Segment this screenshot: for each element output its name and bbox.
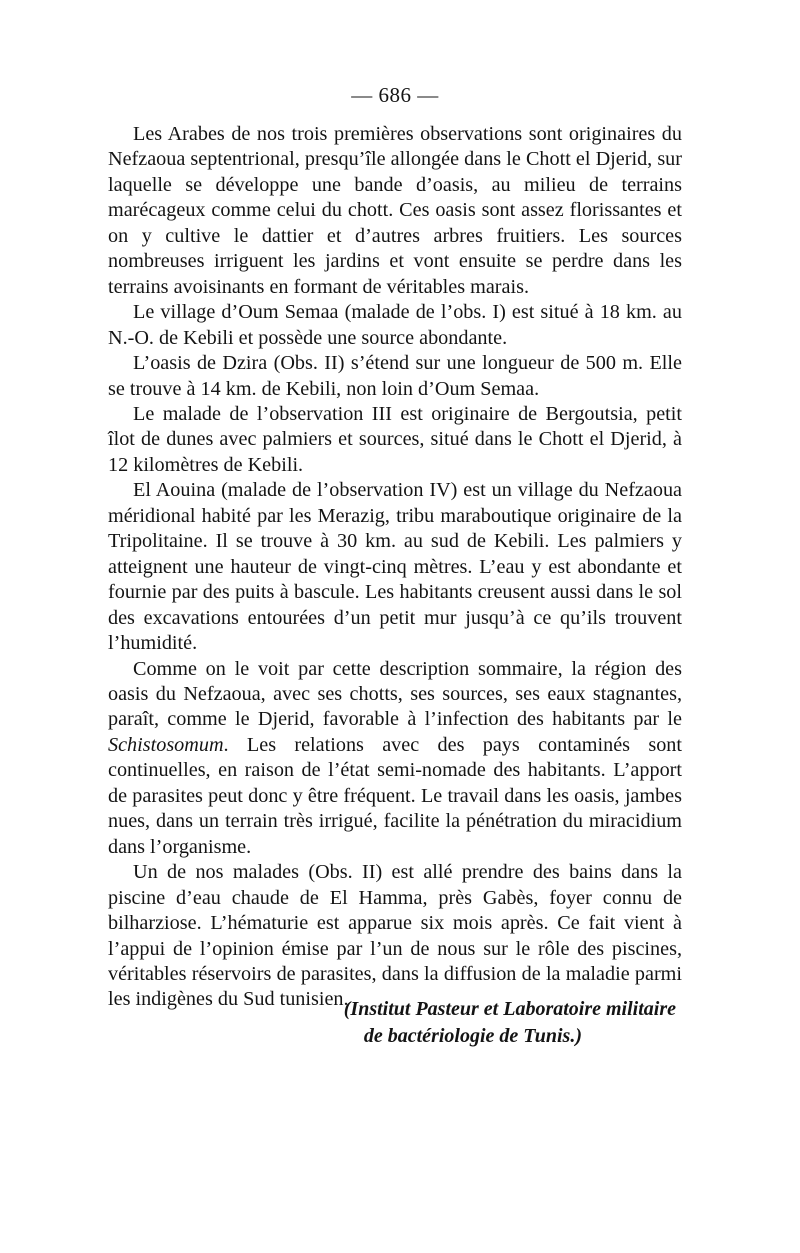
species-name-italic: Schistosomum — [108, 733, 224, 756]
paragraph-4-text: Le malade de l’observation III est originaire de Bergoutsia, petit îlot de dunes avec palmiers et sources, situé dans le Chott el Djerid, à 12 kilomètres de Kebili. — [108, 402, 682, 476]
paragraph-3-text: L’oasis de Dzira (Obs. II) s’étend sur une longueur de 500 m. Elle se trouve à 14 km. de Kebili, non loin d’Oum Semaa. — [108, 352, 682, 400]
signature-line-1: (Institut Pasteur et Laboratoire militaire — [343, 998, 676, 1020]
paragraph-1 — [108, 122, 682, 300]
paragraph-6-text-end: . Les relations avec des pays contaminés sont continuelles, en raison de l’état semi-nomade des habitants. L’apport de parasites peut donc y être fréquent. Le travail dans les oasis, jambes nues, dans un terrain très irrigué, facilite la pénétration du miracidium dans l’organisme. — [108, 733, 682, 858]
signature-line-2: de bactériologie de Tunis.) — [363, 1025, 582, 1047]
paragraph-3 — [108, 351, 682, 402]
paragraph-1-text: Les Arabes de nos trois premières observations sont originaires du Nefzaoua septentrional, presqu’île allongée dans le Chott el Djerid, sur laquelle se développe une bande d’oasis, au milieu de terrains marécageux comme celui du chott. Ces oasis sont assez florissantes et on y cultive le dattier et d’autres arbres fruitiers. Les sources nombreuses irriguent les jardins et vont ensuite se perdre dans les terrains avoisinants en formant de véritables marais. — [108, 123, 682, 298]
paragraph-6 — [108, 657, 682, 861]
paragraph-5 — [108, 478, 682, 656]
paragraph-7 — [108, 860, 682, 1013]
paragraph-6-text-start: Comme on le voit par cette description sommaire, la région des oasis du Nefzaoua, avec ses chotts, ses sources, ses eaux stagnantes, paraît, comme le Djerid, favorable à l’infection des habitants par le — [108, 657, 682, 731]
paragraph-2-text: Le village d’Oum Semaa (malade de l’obs. I) est situé à 18 km. au N.-O. de Kebili et possède une source abondante. — [108, 301, 682, 349]
body-text — [108, 122, 682, 1013]
paragraph-5-text: El Aouina (malade de l’observation IV) est un village du Nefzaoua méridional habité par les Merazig, tribu maraboutique originaire de la Tripolitaine. Il se trouve à 30 km. au sud de Kebili. Les palmiers y atteignent une hauteur de vingt-cinq mètres. L’eau y est abondante et fournie par des puits à bascule. Les habitants creusent aussi dans le sol des excavations entourées d’un petit mur jusqu’à ce qu’ils trouvent l’humidité. — [108, 479, 682, 655]
paragraph-2 — [108, 300, 682, 351]
document-page — [108, 0, 682, 1253]
institution-signature — [108, 996, 682, 1050]
paragraph-7-text: Un de nos malades (Obs. II) est allé prendre des bains dans la piscine d’eau chaude de El Hamma, près Gabès, foyer connu de bilharziose. L’hématurie est apparue six mois après. Ce fait vient à l’appui de l’opinion émise par l’un de nous sur le rôle des piscines, véritables réservoirs de parasites, dans la diffusion de la maladie parmi les indigènes du Sud tunisien. — [108, 861, 682, 1011]
page-number: — 686 — — [351, 83, 439, 107]
paragraph-4 — [108, 402, 682, 478]
